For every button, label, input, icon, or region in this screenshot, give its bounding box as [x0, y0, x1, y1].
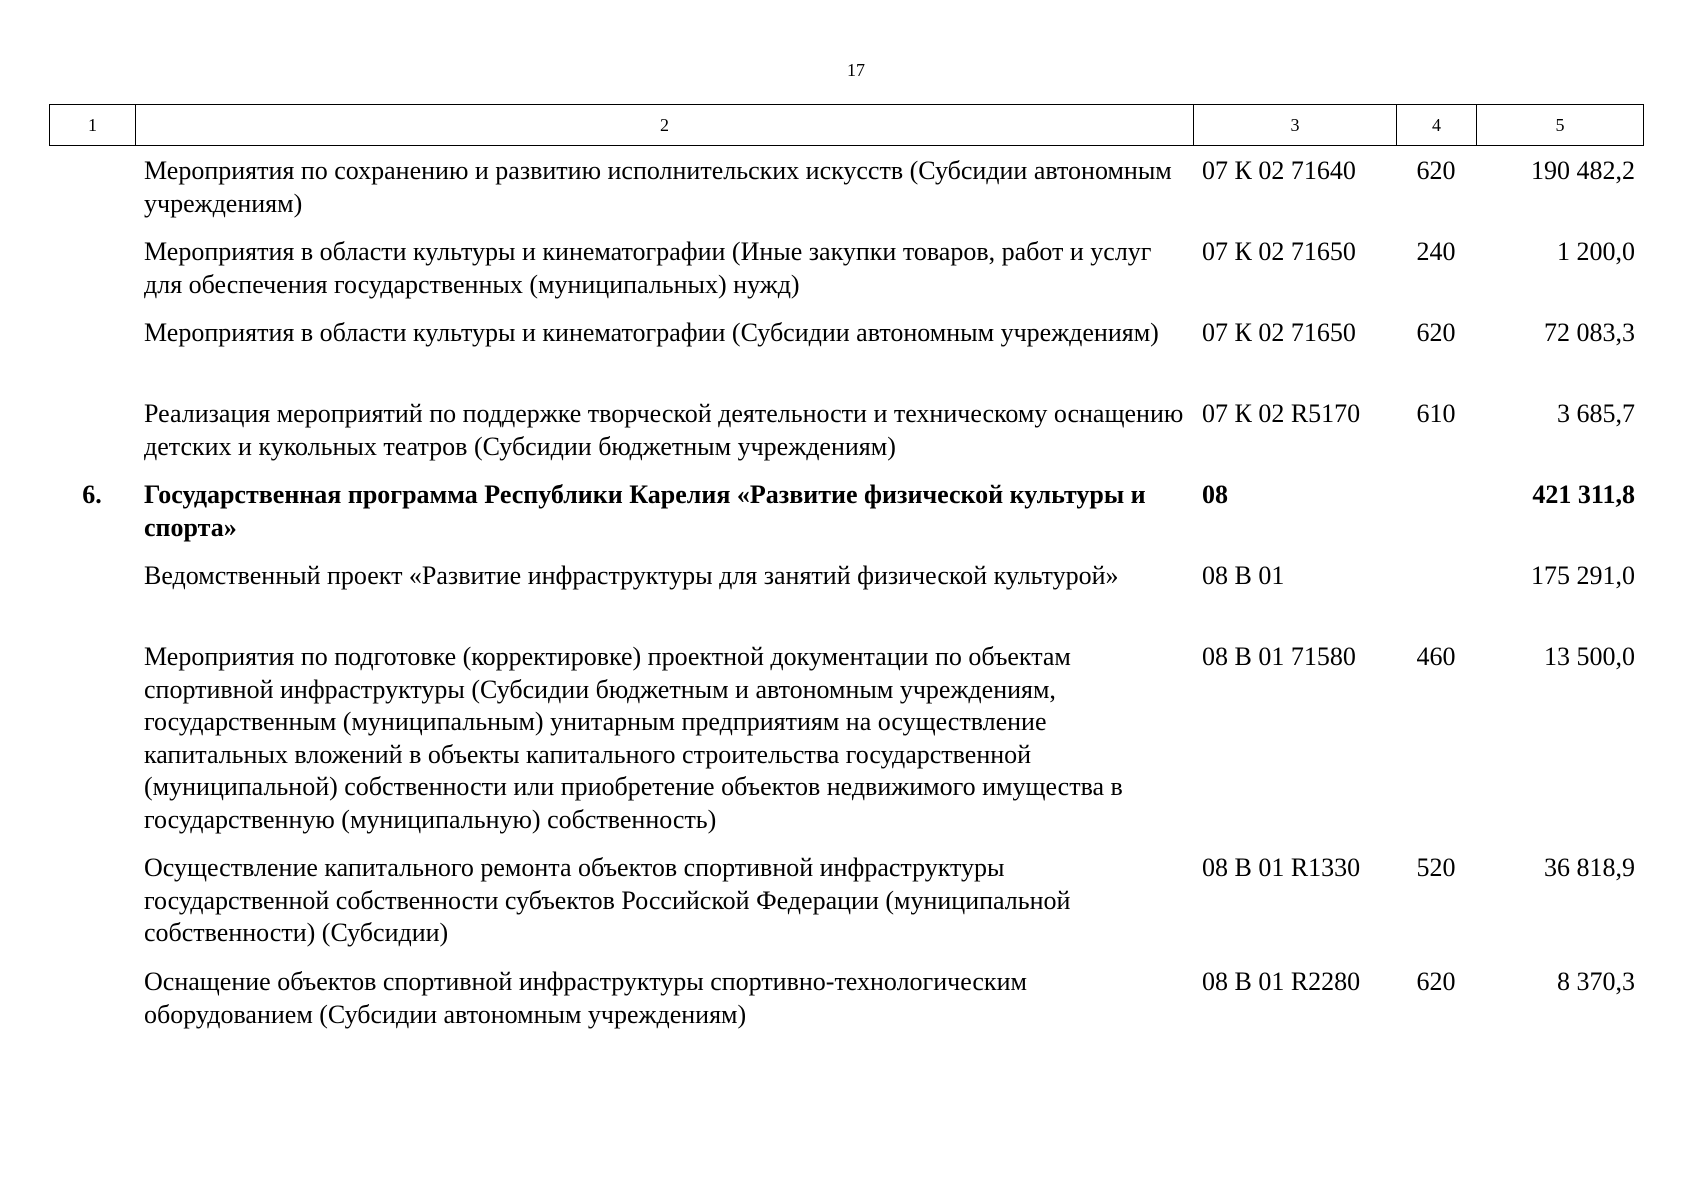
- row-number: [49, 155, 135, 236]
- page-number: 17: [847, 60, 865, 80]
- row-name: Мероприятия в области культуры и кинематографии (Иные закупки товаров, работ и услуг для обеспечения государственных (муниципальных) нужд): [144, 237, 1152, 299]
- row-code: 08 В 01 71580: [1202, 642, 1356, 671]
- row-number: [49, 236, 135, 317]
- row-number: [49, 398, 135, 479]
- row-code: 07 К 02 71640: [1202, 156, 1356, 185]
- row-amount: 1 200,0: [1557, 237, 1635, 266]
- row-name: Ведомственный проект «Развитие инфраструктуры для занятий физической культурой»: [144, 561, 1119, 590]
- row-name: Мероприятия в области культуры и кинематографии (Субсидии автономным учреждениям): [144, 318, 1159, 347]
- table-row: [49, 560, 1643, 641]
- column-header-row: [50, 105, 1644, 146]
- row-code: 07 К 02 R5170: [1202, 399, 1361, 428]
- table-row: [49, 236, 1643, 317]
- row-code: 07 К 02 71650: [1202, 237, 1356, 266]
- row-name: Мероприятия по сохранению и развитию исполнительских искусств (Субсидии автономным учреждениям): [144, 156, 1172, 218]
- row-code: 08 В 01 R1330: [1202, 853, 1361, 882]
- row-amount: 175 291,0: [1531, 561, 1635, 590]
- column-header-1: 1: [50, 105, 136, 146]
- row-expense-type: [1396, 560, 1476, 641]
- row-name: Мероприятия по подготовке (корректировке) проектной документации по объектам спортивной инфраструктуры (Субсидии бюджетным и автономным учреждениям, государственным (муниципальным) унитарным предприятиям на осуществление капитальных вложений в объекты капитального строительства государственной (муниципальной) собственности или приобретение объектов недвижимого имущества в государственную (муниципальную) собственность): [144, 642, 1123, 834]
- column-header-2: 2: [136, 105, 1194, 146]
- table-row: [49, 966, 1643, 1047]
- table-row: [49, 398, 1643, 479]
- row-amount: 36 818,9: [1544, 853, 1635, 882]
- column-header-5: 5: [1477, 105, 1644, 146]
- column-header-4: 4: [1397, 105, 1477, 146]
- column-header-table: [49, 104, 1644, 146]
- row-amount: 421 311,8: [1532, 480, 1635, 509]
- row-expense-type: [1396, 479, 1476, 560]
- row-number: [49, 966, 135, 1047]
- row-expense-type: 620: [1416, 156, 1456, 185]
- row-amount: 13 500,0: [1544, 642, 1635, 671]
- row-expense-type: 460: [1416, 642, 1456, 671]
- row-number: [49, 852, 135, 966]
- row-name: Оснащение объектов спортивной инфраструктуры спортивно-технологическим оборудованием (Субсидии автономным учреждениям): [144, 967, 1027, 1029]
- row-number: 6.: [82, 480, 102, 509]
- row-code: 08 В 01: [1202, 561, 1285, 590]
- column-header-3: 3: [1194, 105, 1397, 146]
- row-code: 08 В 01 R2280: [1202, 967, 1361, 996]
- table-row: [49, 317, 1643, 398]
- table-row: [49, 641, 1643, 852]
- row-amount: 3 685,7: [1557, 399, 1635, 428]
- row-name: Государственная программа Республики Карелия «Развитие физической культуры и спорта»: [144, 480, 1146, 542]
- row-number: [49, 641, 135, 852]
- table-row-program: [49, 479, 1643, 560]
- row-amount: 190 482,2: [1531, 156, 1635, 185]
- row-expense-type: 520: [1416, 853, 1456, 882]
- table-row: [49, 852, 1643, 966]
- row-number: [49, 560, 135, 641]
- row-code: 07 К 02 71650: [1202, 318, 1356, 347]
- row-expense-type: 620: [1416, 967, 1456, 996]
- table-row: [49, 155, 1643, 236]
- row-expense-type: 620: [1416, 318, 1456, 347]
- table-body: [49, 155, 1643, 1047]
- row-expense-type: 240: [1416, 237, 1456, 266]
- row-amount: 8 370,3: [1557, 967, 1635, 996]
- row-name: Осуществление капитального ремонта объектов спортивной инфраструктуры государственной собственности субъектов Российской Федерации (муниципальной собственности) (Субсидии): [144, 853, 1071, 947]
- row-name: Реализация мероприятий по поддержке творческой деятельности и техническому оснащению детских и кукольных театров (Субсидии бюджетным учреждениям): [144, 399, 1184, 461]
- row-number: [49, 317, 135, 398]
- row-expense-type: 610: [1416, 399, 1456, 428]
- row-code: 08: [1202, 480, 1228, 509]
- row-amount: 72 083,3: [1544, 318, 1635, 347]
